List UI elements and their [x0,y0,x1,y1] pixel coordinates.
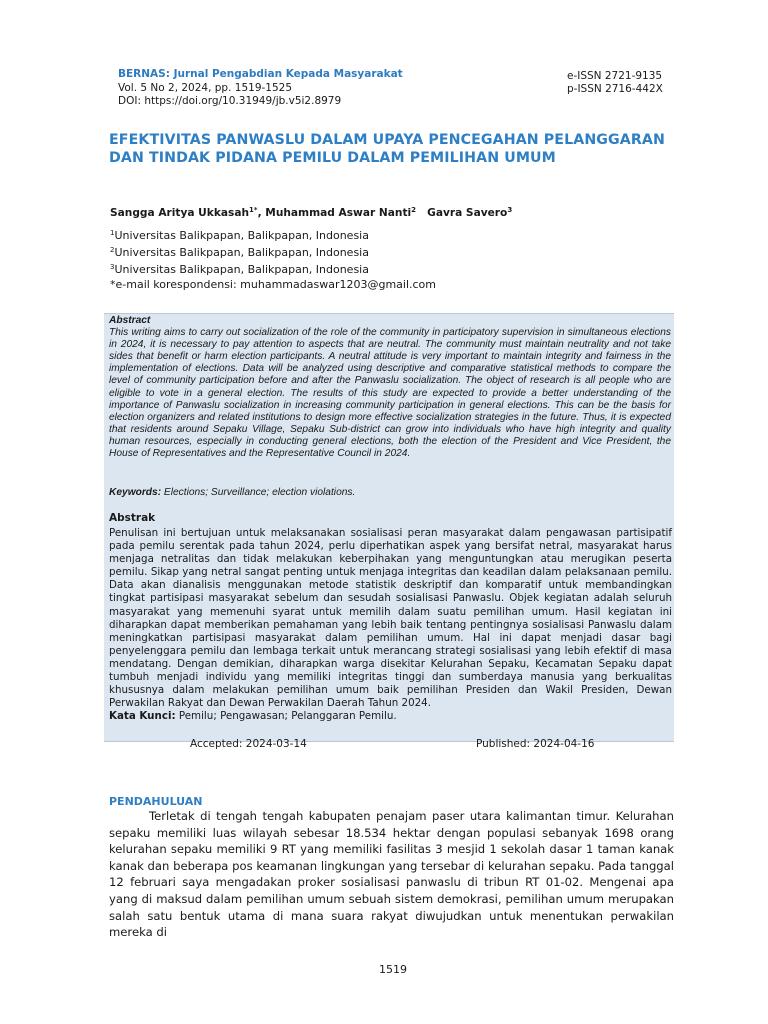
author-separator: , [257,207,266,219]
affiliation-text: Universitas Balikpapan, Balikpapan, Indonesia [114,263,369,276]
affiliation-text: Universitas Balikpapan, Balikpapan, Indonesia [114,229,369,242]
journal-volume: Vol. 5 No 2, 2024, pp. 1519-1525 [118,81,293,94]
abstrak-text: Penulisan ini bertujuan untuk melaksanakan sosialisasi peran masyarakat dalam pengawasan partisipatif pada pemilu serentak pada tahun 2024, perlu diperhatikan aspek yang bersifat netral, masyarakat harus menjaga netralitas dan tidak melakukan keberpihakan yang menguntungkan atau merugikan peserta pemilu. Sikap yang netral sangat penting untuk menjaga integritas dan keadilan dalam pelaksanaan pemilu. Data akan dianalisis menggunakan metode statistik deskriptif dan komparatif untuk membandingkan tingkat partisipasi masyarakat sebelum dan sesudah sosialisasi Panwaslu. Objek kegiatan adalah seluruh masyarakat yang memenuhi syarat untuk memilih dalam suatu pemilihan umum. Hasil kegiatan ini diharapkan dapat memberikan pemahaman yang lebih baik tentang pentingnya sosialisasi Panwaslu dalam meningkatkan partisipasi masyarakat dalam pemilihan umum. Hal ini dapat menjadi dasar bagi penyelenggara pemilu dan lembaga terkait untuk merancang strategi sosialisasi yang lebih efektif di masa mendatang. Dengan demikian, diharapkan warga disekitar Kelurahan Sepaku, Kecamatan Sepaku dapat tumbuh menjadi individu yang memiliki integritas tinggi dan sumberdaya manusia yang berkualitas khususnya dalam melakukan pemilihan umum baik pemilihan Presiden dan Wakil Presiden, Dewan Perwakilan Rakyat dan Dewan Perwakilan Daerah Tahun 2024. [109,527,672,710]
journal-header [118,68,403,109]
author-affiliation-mark: 3 [507,206,513,214]
kata-kunci-text: Pemilu; Pengawasan; Pelanggaran Pemilu. [175,710,397,722]
author-name: Sangga Aritya Ukkasah [110,207,250,219]
journal-name: BERNAS: Jurnal Pengabdian Kepada Masyarakat [118,68,403,80]
author-name: Muhammad Aswar Nanti [265,207,412,219]
accepted-date: Accepted: 2024-03-14 [190,738,307,750]
published-date: Published: 2024-04-16 [476,738,595,750]
p-issn: p-ISSN 2716-442X [567,83,663,95]
section-body: Terletak di tengah tengah kabupaten penajam paser utara kalimantan timur. Kelurahan sepaku memiliki luas wilayah sebesar 18.534 hektar dengan populasi sebanyak 1698 orang kelurahan sepaku memiliki 9 RT yang memiliki fasilitas 3 mesjid 1 sekolah dasar 1 taman kanak kanak dan beberapa pos keamanan lingkungan yang tersebar di kelurahan sepaku. Pada tanggal 12 februari saya mengadakan proker sosialisasi panwaslu di tribun RT 01-02. Mengenai apa yang di maksud dalam pemilihan umum sebuah sistem demokrasi, pemilihan umum merupakan salah satu bentuk utama di mana suara rakyat diwujudkan untuk menentukan perwakilan mereka di [109,809,674,940]
author-affiliation-mark: 1* [249,206,258,214]
affiliation-number: 3 [110,263,115,271]
kata-kunci-label: Kata Kunci: [109,710,176,722]
section-heading: PENDAHULUAN [109,795,203,808]
page-number: 1519 [379,963,407,976]
kata-kunci [109,710,669,723]
abstract-heading: Abstract [109,315,151,326]
affiliation-item [110,243,436,260]
abstrak-heading: Abstrak [109,512,156,524]
abstract-text: This writing aims to carry out socialization of the role of the community in participatory supervision in simultaneous elections in 2024, it is necessary to pay attention to aspects that are neutral. The community must maintain neutrality and not take sides that benefit or harm election participants. A neutral attitude is very important to maintain integrity and fairness in the implementation of elections. Data will be analyzed using descriptive and comparative statistical methods to compare the level of community participation before and after the Panwaslu socialization. The object of research is all people who are eligible to vote in a general election. The results of this study are expected to provide a better understanding of the importance of Panwaslu socialization in increasing community participation in general elections. This can be the basis for election organizers and related institutions to design more effective socialization strategies in the future. Thus, it is expected that residents around Sepaku Village, Sepaku Sub-district can grow into individuals who have high integrity and quality human resources, especially in conducting general elections, both the election of the President and Vice President, the House of Representatives and the Representative Council in 2024. [109,327,671,460]
affiliation-text: Universitas Balikpapan, Balikpapan, Indonesia [114,246,369,259]
paper-title: EFEKTIVITAS PANWASLU DALAM UPAYA PENCEGAHAN PELANGGARAN DAN TINDAK PIDANA PEMILU DALAM PEMILIHAN UMUM [109,132,665,166]
keywords-label: Keywords: [109,487,162,498]
author-name: Gavra Savero [427,207,508,219]
e-issn: e-ISSN 2721-9135 [567,70,663,82]
journal-doi[interactable]: DOI: https://doi.org/10.31949/jb.v5i2.8979 [118,95,342,107]
abstract-english [109,315,671,460]
keywords-english [109,486,671,499]
keywords-text: Elections; Surveillance; election violations. [161,487,356,498]
affiliation-item [110,260,436,277]
affiliation-list [110,226,436,292]
correspondence-email[interactable]: *e-mail korespondensi: muhammadaswar1203@gmail.com [110,278,437,291]
author-list [110,206,512,219]
affiliation-number: 1 [110,229,115,237]
affiliation-item [110,226,436,243]
affiliation-number: 2 [110,246,115,254]
issn-block [567,70,663,96]
author-affiliation-mark: 2 [411,206,417,214]
